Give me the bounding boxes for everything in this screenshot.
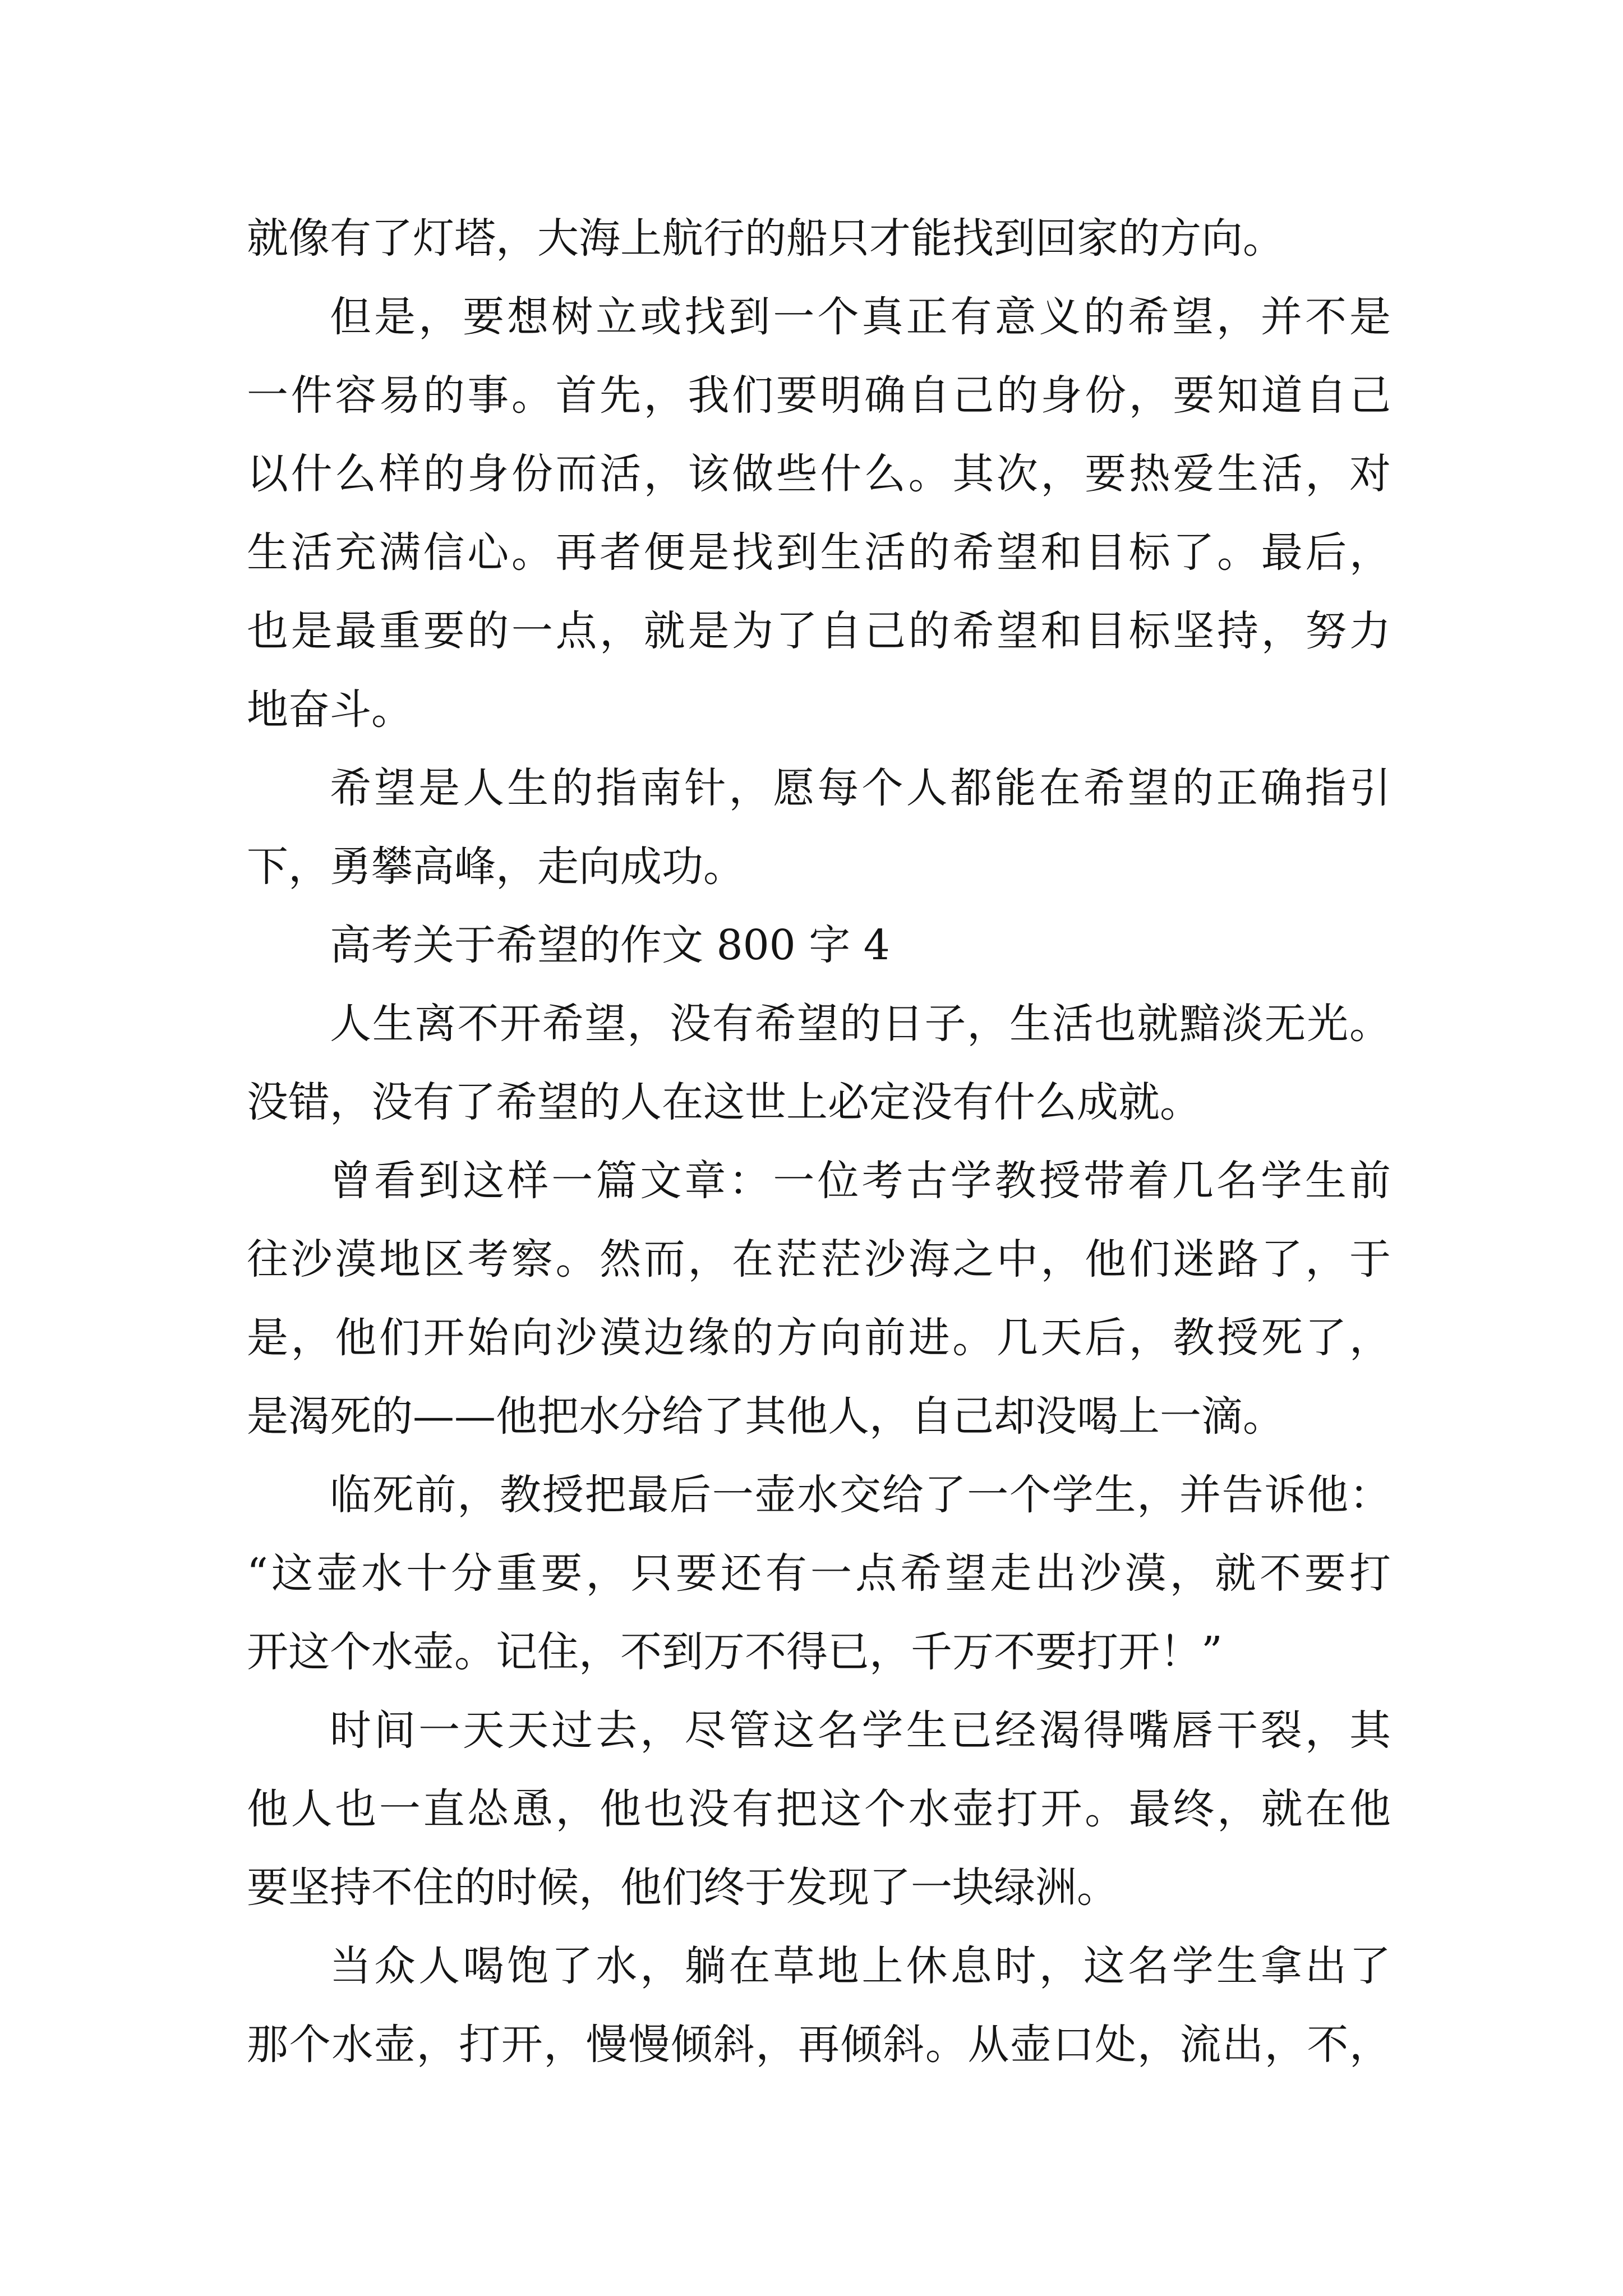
text-line: 希望是人生的指南针，愿每个人都能在希望的正确指引	[330, 764, 1391, 812]
text-line: 也是最重要的一点，就是为了自己的希望和目标坚持，努力	[247, 607, 1391, 655]
text-line: 是渴死的——他把水分给了其他人，自己却没喝上一滴。	[247, 1392, 1284, 1441]
essay-body	[247, 199, 1391, 2084]
text-line: 下，勇攀高峰，走向成功。	[247, 843, 745, 891]
text-line: 他人也一直怂恿，他也没有把这个水壶打开。最终，就在他	[247, 1785, 1391, 1833]
text-line: 是，他们开始向沙漠边缘的方向前进。几天后，教授死了，	[247, 1314, 1391, 1362]
text-line: 曾看到这样一篇文章：一位考古学教授带着几名学生前	[330, 1157, 1391, 1205]
text-line: 时间一天天过去，尽管这名学生已经渴得嘴唇干裂，其	[330, 1706, 1391, 1755]
text-line: 但是，要想树立或找到一个真正有意义的希望，并不是	[330, 293, 1391, 341]
text-line: 当众人喝饱了水，躺在草地上休息时，这名学生拿出了	[330, 1942, 1391, 1990]
section-heading: 高考关于希望的作文 800 字 4	[330, 921, 890, 969]
text-line: 地奋斗。	[247, 685, 413, 734]
text-line: 临死前，教授把最后一壶水交给了一个学生，并告诉他：	[330, 1471, 1391, 1519]
text-line: 那个水壶，打开，慢慢倾斜，再倾斜。从壶口处，流出，不，	[247, 2021, 1391, 2069]
text-line: 以什么样的身份而活，该做些什么。其次，要热爱生活，对	[247, 450, 1391, 498]
text-line: 要坚持不住的时候，他们终于发现了一块绿洲。	[247, 1864, 1118, 1912]
text-line: 往沙漠地区考察。然而，在茫茫沙海之中，他们迷路了，于	[247, 1235, 1391, 1283]
text-line: 开这个水壶。记住，不到万不得已，千万不要打开！”	[247, 1628, 1223, 1676]
text-line: 生活充满信心。再者便是找到生活的希望和目标了。最后，	[247, 528, 1391, 577]
text-line: 没错，没有了希望的人在这世上必定没有什么成就。	[247, 1078, 1201, 1126]
text-line: 就像有了灯塔，大海上航行的船只才能找到回家的方向。	[247, 214, 1284, 263]
text-line: 人生离不开希望，没有希望的日子，生活也就黯淡无光。	[330, 1000, 1391, 1048]
text-line: “这壶水十分重要，只要还有一点希望走出沙漠，就不要打	[247, 1549, 1391, 1598]
text-line: 一件容易的事。首先，我们要明确自己的身份，要知道自己	[247, 371, 1391, 420]
